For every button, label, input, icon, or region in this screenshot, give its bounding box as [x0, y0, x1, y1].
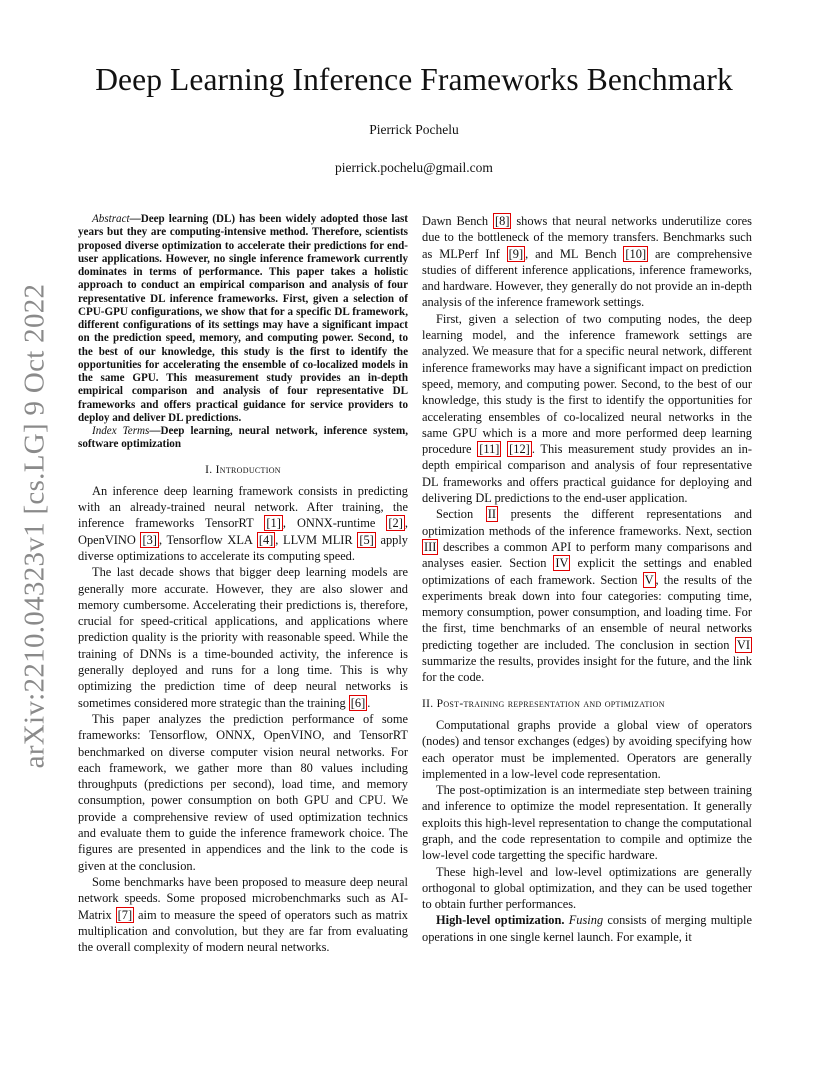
index-terms-label: Index Terms — [92, 425, 150, 437]
citation-link[interactable]: [9] — [508, 246, 524, 261]
post-paragraph-3: These high-level and low-level optimizations are generally orthogonal to global optimization, and they can be used together to obtain further performances. — [422, 864, 752, 912]
intro-paragraph-1: An inference deep learning framework consists in predicting with an already-trained neural network. After training, the inference frameworks TensorRT [1] , ONNX-runtime [2] , OpenVINO [3] , Tensorflow XLA [4] , LLVM MLIR [5] apply diverse optimizations to accelerate its computing speed. — [78, 483, 408, 563]
intro-paragraph-4: Some benchmarks have been proposed to measure deep neural network speeds. Some proposed microbenchmarks such as AI-Matrix [7] aim to measure the speed of operators such as matrix multiplication and convolution, but they are far from evaluating the overall complexity of modern neural networks. — [78, 874, 409, 955]
post-paragraph-4: High-level optimization. Fusing consists of merging multiple operations in one single kernel launch. For example, it — [422, 913, 752, 944]
right-paragraph-1: Dawn Bench [8] shows that neural networks underutilize cores due to the bottleneck of the memory transfers. Benchmarks such as MLPerf Inf [9] , and ML Bench [10] are comprehensive studies of different inference applications, inference frameworks, and hardware. However, they generally do not provide an in-depth analysis of the inference framework settings. — [422, 214, 752, 310]
citation-link[interactable]: [1] — [266, 516, 281, 531]
citation-link[interactable]: [10] — [625, 246, 647, 261]
citation-link[interactable]: [2] — [388, 516, 403, 531]
abstract: Abstract—Deep learning (DL) has been widely adopted those last years but they are computing-intensive method. Therefore, scientists proposed diverse optimization to accelerate their predictions for end-user applications. However, no single inference framework currently dominates in terms of performance. This paper takes a holistic approach to conduct an empirical comparison and analysis of four representative DL inference frameworks. First, given a selection of CPU-GPU configurations, we show that for a specific DL framework, different configurations of its settings may have a significant impact on the prediction speed, memory, and computing power. Second, to the best of our knowledge, this study is the first to identify the opportunities for accelerating the ensemble of co-localized models in the same GPU. This measurement study provides an in-depth empirical comparison and analysis of four representative DL frameworks and offers practical guidance for service providers to deploy and deliver DL predictions. — [78, 213, 408, 424]
citation-link[interactable]: [11] — [479, 442, 500, 457]
citation-link[interactable]: [7] — [117, 907, 133, 922]
section-link[interactable]: V — [644, 572, 654, 587]
post-paragraph-2: The post-optimization is an intermediate step between training and inference to optimize the model representation. It generally exploits this high-level representation to change the computational graph, and the code representation to compile and optimize the low-level code targetting the specific hardware. — [422, 783, 752, 863]
post-paragraph-1: Computational graphs provide a global view of operators (nodes) and tensor exchanges (edges) by avoiding specifying how each operator must be implemented. Operators are generally implemented in a low-level code representation. — [422, 717, 752, 781]
citation-link[interactable]: [4] — [258, 532, 274, 547]
index-terms-text: Deep learning, neural network, inference system, software optimization — [78, 425, 408, 451]
right-paragraph-2: First, given a selection of two computing nodes, the deep learning model, and the inference framework settings are analyzed. We measure that for a specific neural network, different inference frameworks may have a significant impact on prediction speed, memory, and computing power. Second, to the best of our knowledge, this study is the first to identify the opportunities for accelerating ensembles of co-localized neural networks in the same GPU which is a more and more performed deep learning procedure [11] [12] . This measurement study provides an in-depth empirical comparison and analysis of four representative DL frameworks and offers practical guidance for deploying and delivering DL predictions to the end-user application. — [422, 311, 752, 506]
arxiv-watermark-text: arXiv:2210.04323v1 [cs.LG] 9 Oct 2022 — [18, 283, 51, 769]
citation-link[interactable]: [5] — [359, 532, 374, 547]
author-email: pierrick.pochelu@gmail.com — [335, 160, 493, 175]
paper-title: Deep Learning Inference Frameworks Benchmark — [95, 62, 733, 97]
left-column — [78, 213, 408, 955]
right-paragraph-3: Section II presents the different representations and optimization methods of the inference frameworks. Next, section III describes a common API to perform many comparisons and analyses easier. Section IV explicit the settings and enabled optimizations of each framework. Section V , the results of the experiments break down into four categories: computing time, memory consumption, power consumption, and loading time. For the first, time benchmarks of an ensemble of neural networks predicting together are included. The conclusion in section VI summarize the results, provides insight for the future, and the link for the code. — [422, 507, 752, 685]
citation-link[interactable]: [8] — [495, 214, 510, 228]
section-link[interactable]: II — [487, 507, 497, 522]
citation-link[interactable]: [3] — [142, 532, 157, 547]
intro-paragraph-3: This paper analyzes the prediction performance of some frameworks: Tensorflow, ONNX, OpenVINO, and TensorRT benchmarked on diverse computer vision neural networks. For each framework, we gather more than 80 values including throughputs (predictions per second), load time, and memory consumption, power consumption on both GPU and CPU. We provide a comprehensive review of used optimization technics and evaluate them to guide the inference framework choice. The figures are presented in appendices and the link to the code is given at the conclusion. — [78, 711, 408, 873]
right-column — [422, 213, 752, 945]
arxiv-watermark — [10, 283, 60, 769]
index-terms: Index Terms—Deep learning, neural network, inference system, software optimization — [78, 425, 408, 451]
section-heading-post-training: II. Post-training representation and optimization — [422, 697, 665, 710]
citation-link[interactable]: [6] — [350, 695, 366, 710]
section-link[interactable]: IV — [555, 556, 569, 571]
section-link[interactable]: III — [424, 539, 437, 554]
section-link[interactable]: VI — [736, 637, 750, 652]
section-heading-introduction: I. Introduction — [205, 463, 281, 476]
abstract-label: Abstract — [92, 213, 130, 225]
author-name: Pierrick Pochelu — [369, 122, 459, 137]
intro-paragraph-2: The last decade shows that bigger deep learning models are generally more accurate. However, they are also slower and memory cumbersome. Accelerating their predictions is, therefore, crucial for speed-critical applications, and applications where prediction quality is the priority with reasonable speed. While the training of DNNs is a time-bounded activity, the inference is generally deployed and runs for a long time. This is why optimizing the prediction time of deep neural networks is sometimes considered more strategic than the training [6] . — [78, 565, 408, 710]
citation-link[interactable]: [12] — [509, 442, 530, 457]
abstract-text: Deep learning (DL) has been widely adopted those last years but they are computing-intensive method. Therefore, scientists proposed diverse optimization to accelerate their predictions for end-user applications. However, no single inference framework currently dominates in terms of performance. This paper takes a holistic approach to conduct an empirical comparison and analysis of four representative DL inference frameworks. First, given a selection of CPU-GPU configurations, we show that for a specific DL framework, different configurations of its settings may have a significant impact on the prediction speed, memory, and computing power. Second, to the best of our knowledge, this study is the first to identify the opportunities for accelerating the ensemble of co-localized models in the same GPU. This measurement study provides an in-depth empirical comparison and analysis of four representative DL frameworks and offers practical guidance for service providers to deploy and deliver DL predictions. — [78, 213, 408, 424]
